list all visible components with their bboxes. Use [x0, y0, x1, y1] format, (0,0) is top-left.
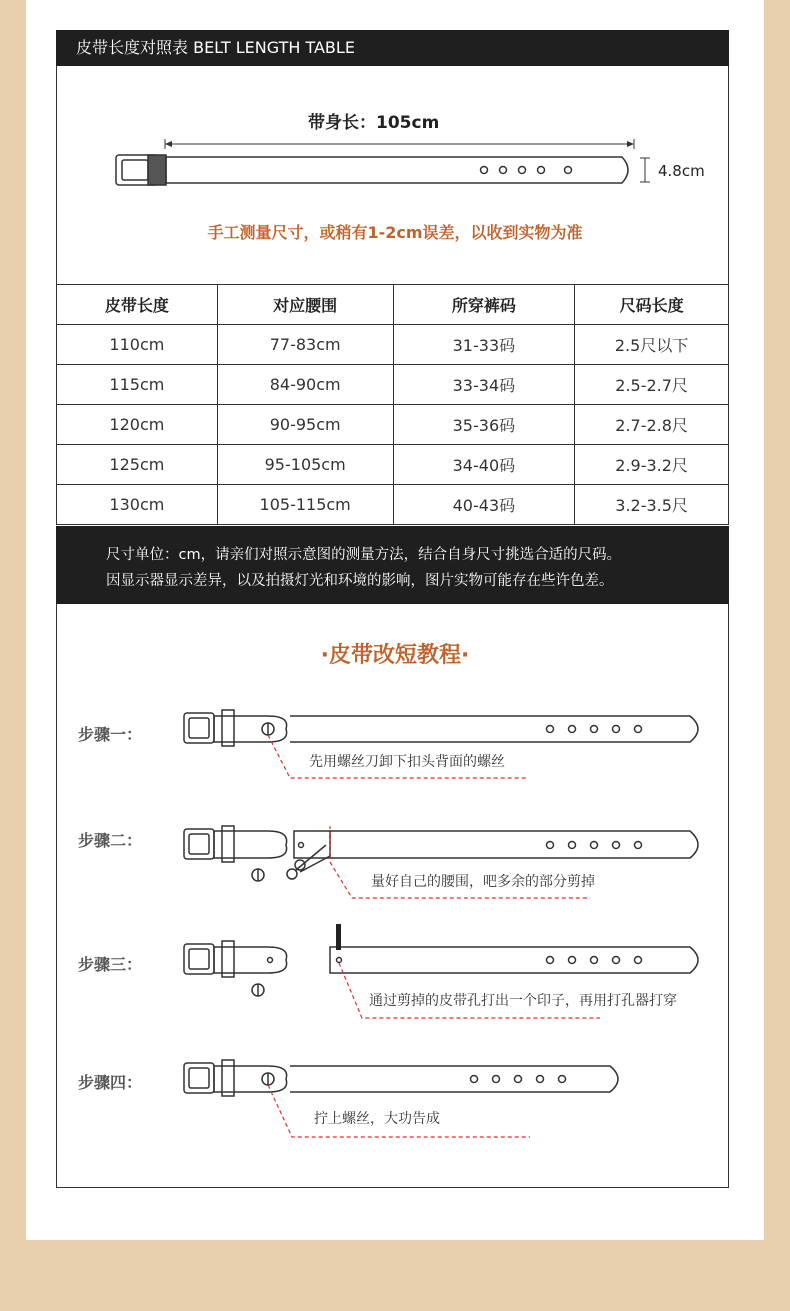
- table-cell: 2.5尺以下: [575, 325, 729, 365]
- table-cell: 31-33码: [393, 325, 575, 365]
- belt-dimension-diagram: [116, 139, 650, 185]
- table-cell: 105-115cm: [217, 485, 393, 525]
- table-cell: 2.9-3.2尺: [575, 445, 729, 485]
- table-row: [57, 365, 729, 405]
- table-cell: 33-34码: [393, 365, 575, 405]
- table-cell: 90-95cm: [217, 405, 393, 445]
- notice-box: [56, 526, 729, 604]
- table-row: [57, 445, 729, 485]
- header-chi-length: 尺码长度: [575, 285, 729, 325]
- table-cell: 40-43码: [393, 485, 575, 525]
- table-cell: 2.5-2.7尺: [575, 365, 729, 405]
- table-row: [57, 405, 729, 445]
- header-belt-length: 皮带长度: [57, 285, 218, 325]
- table-cell: 2.7-2.8尺: [575, 405, 729, 445]
- step-4-label: 步骤四：: [78, 1073, 143, 1092]
- measurement-note: 手工测量尺寸，或稍有1-2cm误差，以收到实物为准: [207, 223, 583, 242]
- step-1-desc: 先用螺丝刀卸下扣头背面的螺丝: [309, 754, 505, 770]
- header-pants-size: 所穿裤码: [393, 285, 575, 325]
- step-4-desc: 拧上螺丝，大功告成: [314, 1111, 440, 1127]
- step-2-desc: 量好自己的腰围，吧多余的部分剪掉: [371, 874, 595, 890]
- notice-line-2: 因显示器显示差异，以及拍摄灯光和环境的影响，图片实物可能存在些许色差。: [106, 573, 614, 589]
- table-cell: 84-90cm: [217, 365, 393, 405]
- table-cell: 95-105cm: [217, 445, 393, 485]
- table-cell: 77-83cm: [217, 325, 393, 365]
- step-1-label: 步骤一：: [78, 725, 143, 744]
- table-cell: 125cm: [57, 445, 218, 485]
- header-waist: 对应腰围: [217, 285, 393, 325]
- tutorial-panel: [56, 604, 729, 1188]
- table-cell: 120cm: [57, 405, 218, 445]
- table-cell: 35-36码: [393, 405, 575, 445]
- table-cell: 110cm: [57, 325, 218, 365]
- step-3-desc: 通过剪掉的皮带孔打出一个印子，再用打孔器打穿: [369, 993, 677, 1009]
- belt-width-label: 4.8cm: [658, 162, 705, 180]
- notice-line-1: 尺寸单位：cm，请亲们对照示意图的测量方法，结合自身尺寸挑选合适的尺码。: [106, 547, 622, 563]
- table-cell: 34-40码: [393, 445, 575, 485]
- table-row: [57, 325, 729, 365]
- tutorial-title: ·皮带改短教程·: [320, 643, 470, 668]
- table-row: [57, 485, 729, 525]
- table-cell: 130cm: [57, 485, 218, 525]
- step-2-label: 步骤二：: [78, 831, 143, 850]
- table-cell: 115cm: [57, 365, 218, 405]
- table-header-row: [57, 285, 729, 325]
- belt-length-label: 带身长：105cm: [308, 113, 440, 133]
- step-3-label: 步骤三：: [78, 955, 143, 974]
- page-title: 皮带长度对照表 BELT LENGTH TABLE: [56, 30, 729, 66]
- table-cell: 3.2-3.5尺: [575, 485, 729, 525]
- size-table: [56, 284, 729, 525]
